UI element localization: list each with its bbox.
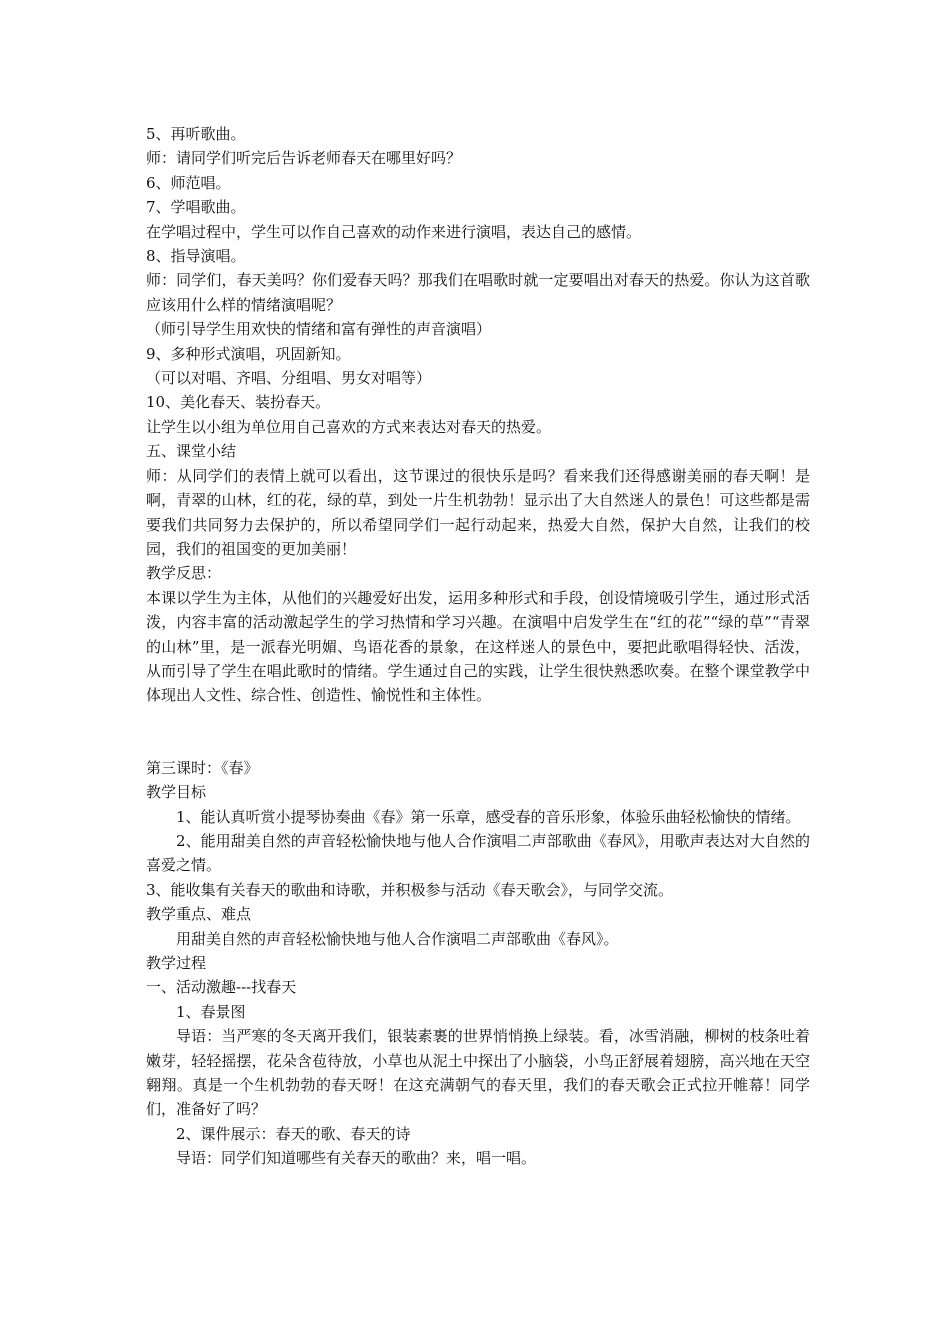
teacher-question-where-is-spring: 师：请同学们听完后告诉老师春天在哪里好吗？ <box>146 149 462 168</box>
objective-1: 1、能认真听赏小提琴协奏曲《春》第一乐章，感受春的音乐形象，体验乐曲轻松愉快的情绪。 <box>176 807 801 826</box>
step-9-various-forms: 9、多种形式演唱，巩固新知。 <box>146 344 351 363</box>
step-one-sub-1: 1、春景图 <box>176 1002 246 1021</box>
step-one-sub-2-text: 导语：同学们知道哪些有关春天的歌曲？来，唱一唱。 <box>176 1149 537 1168</box>
learn-song-paragraph: 在学唱过程中，学生可以作自己喜欢的动作来进行演唱，表达自己的感情。 <box>146 222 642 241</box>
reflection-heading: 教学反思： <box>146 564 222 583</box>
objective-3: 3、能收集有关春天的歌曲和诗歌，并积极参与活动《春天歌会》，与同学交流。 <box>146 880 674 899</box>
teacher-guidance-note: （师引导学生用欢快的情绪和富有弹性的声音演唱） <box>146 320 492 339</box>
step-one-sub-1-text: 导语：当严寒的冬天离开我们，银装素裹的世界悄悄换上绿装。看，冰雪消融，柳树的枝条吐着嫩芽，轻轻摇摆，花朵含苞待放，小草也从泥土中探出了小脑袋，小鸟正舒展着翅膀，高兴地在天空翱翔。真是一个生机勃勃的春天呀！在这充满朝气的春天里，我们的春天歌会正式拉开帷幕！同学们，准备好了吗？ <box>146 1027 810 1119</box>
lesson-three-title: 第三课时：《春》 <box>146 758 259 777</box>
step-6-teacher-demo: 6、师范唱。 <box>146 173 231 192</box>
step-one-sub-2: 2、课件展示：春天的歌、春天的诗 <box>176 1124 411 1143</box>
step-10-decorate-spring: 10、美化春天、装扮春天。 <box>146 393 331 412</box>
section-gap <box>146 708 810 756</box>
section-five-summary-heading: 五、课堂小结 <box>146 442 237 461</box>
key-points-text: 用甜美自然的声音轻松愉快地与他人合作演唱二声部歌曲《春风》。 <box>176 929 619 948</box>
objectives-heading: 教学目标 <box>146 783 207 802</box>
process-heading: 教学过程 <box>146 954 207 972</box>
step-8-guided-singing: 8、指导演唱。 <box>146 247 246 266</box>
objective-2: 2、能用甜美自然的声音轻松愉快地与他人合作演唱二声部歌曲《春风》，用歌声表达对大自然的喜爱之情。 <box>146 831 810 875</box>
step-one-heading: 一、活动激趣---找春天 <box>146 978 297 997</box>
teacher-question-emotion: 师：同学们，春天美吗？你们爱春天吗？那我们在唱歌时就一定要唱出对春天的热爱。你认为这首歌应该用什么样的情绪演唱呢？ <box>146 271 810 314</box>
reflection-paragraph: 本课以学生为主体，从他们的兴趣爱好出发，运用多种形式和手段，创设情境吸引学生，通过形式活泼，内容丰富的活动激起学生的学习热情和学习兴趣。在演唱中启发学生在“红的花”“绿的草”“青翠的山林”里，是一派春光明媚、鸟语花香的景象，在这样迷人的景色中，要把此歌唱得轻快、活泼，从而引导了学生在唱此歌时的情绪。学生通过自己的实践，让学生很快熟悉吹奏。在整个课堂教学中体现出人文性、综合性、创造性、愉悦性和主体性。 <box>146 588 810 705</box>
summary-paragraph: 师：从同学们的表情上就可以看出，这节课过的很快乐是吗？看来我们还得感谢美丽的春天啊！是啊，青翠的山林，红的花，绿的草，到处一片生机勃勃！显示出了大自然迷人的景色！可这些都是需要我们共同努力去保护的，所以希望同学们一起行动起来，热爱大自然，保护大自然，让我们的校园，我们的祖国变的更加美丽！ <box>146 466 810 558</box>
group-activity-paragraph: 让学生以小组为单位用自己喜欢的方式来表达对春天的热爱。 <box>146 417 552 436</box>
singing-forms-note: （可以对唱、齐唱、分组唱、男女对唱等） <box>146 369 432 388</box>
document-body <box>146 122 810 1171</box>
key-points-heading: 教学重点、难点 <box>146 905 252 924</box>
step-5-listen-again: 5、再听歌曲。 <box>146 125 246 143</box>
step-7-learn-song: 7、学唱歌曲。 <box>146 198 246 217</box>
